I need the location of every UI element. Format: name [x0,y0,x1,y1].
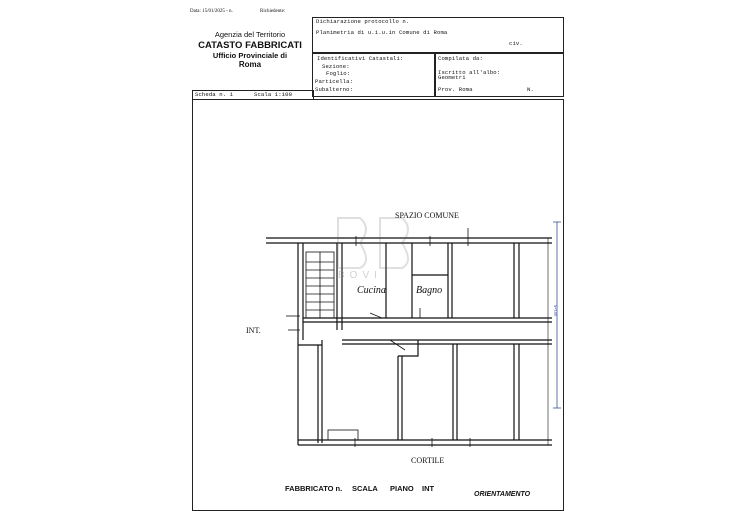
profession-label: Geometri [438,74,466,81]
footer-int-label: INT [422,484,435,493]
scala-label: Scala 1:100 [254,91,293,98]
stair-label: SCALA [352,484,378,493]
courtyard-label: CORTILE [411,456,445,465]
province-label: Prov. Roma [438,86,473,93]
sezione-label: Sezione: [322,63,350,70]
foglio-label: Foglio: [326,70,351,77]
orientation-label: ORIENTAMENTO [474,491,531,498]
watermark-text: BOVI [338,270,382,281]
kitchen-label: Cucina [357,285,386,296]
planimetry-label: Planimetria di u.i.u.in Comune di Roma [316,29,448,36]
agency-office: Ufficio Provinciale di [212,51,288,60]
scheda-label: Scheda n. 1 [195,91,234,98]
particella-label: Particella: [315,78,354,85]
int-label: INT. [246,326,261,335]
civ-label: civ. [509,40,523,47]
identifiers-title: Identificativi Catastali: [317,55,404,62]
number-label: N. [527,86,534,93]
requester-label: Richiedente: [260,9,286,14]
agency-name: Agenzia del Territorio [214,30,286,39]
protocol-label: Dichiarazione protocollo n. [316,18,410,25]
common-space-label: SPAZIO COMUNE [395,211,459,220]
subalterno-label: Subalterno: [315,86,354,93]
height-note: h=3.00 [553,305,558,317]
staircase [306,252,334,318]
agency-catasto: CATASTO FABBRICATI [198,40,302,51]
bathroom-label: Bagno [416,285,443,296]
building-label: FABBRICATO n. [285,484,343,493]
floor-label: PIANO [390,484,414,493]
enrolled-label: Iscritto all'albo: [438,69,501,76]
print-date: Data: 15/01/2025 - n. [190,9,233,14]
compiled-title: Compilata da: [438,55,483,62]
agency-city: Roma [238,60,262,69]
